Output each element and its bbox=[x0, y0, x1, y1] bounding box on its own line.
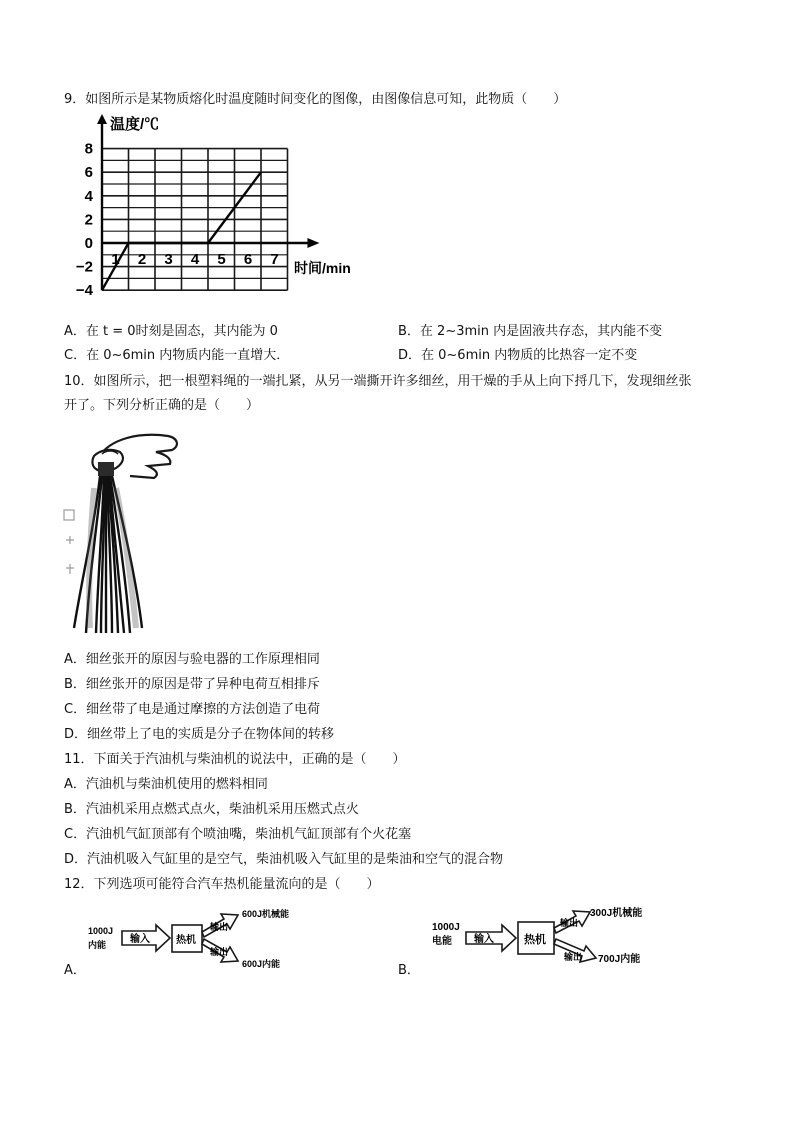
q9-temperature-graph bbox=[72, 112, 382, 302]
graph-grid bbox=[102, 149, 288, 291]
q9-option-a[interactable]: A．在 t = 0时刻是固态，其内能为 0 bbox=[64, 324, 278, 339]
input-label: 输入 bbox=[474, 934, 494, 945]
x-tick-label: 6 bbox=[243, 251, 253, 268]
x-tick-label: 3 bbox=[164, 251, 173, 268]
q10-option-d[interactable]: D．细丝带上了电的实质是分子在物体间的转移 bbox=[64, 727, 335, 742]
result-1: 600J机械能 bbox=[242, 909, 290, 919]
q9-option-c[interactable]: C．在 0~6min 内物质内能一直增大． bbox=[64, 348, 290, 363]
y-tick-label: 2 bbox=[84, 211, 93, 229]
y-tick-labels bbox=[76, 141, 94, 300]
faint-margin-marks bbox=[64, 510, 74, 574]
result-2: 700J内能 bbox=[598, 954, 641, 965]
source-type: 内能 bbox=[88, 940, 107, 950]
input-label: 输入 bbox=[130, 934, 150, 945]
q10-stem-line1: 10．如图所示，把一根塑料绳的一端扎紧，从另一端撕开许多细丝，用干燥的手从上向下捋几下，发现细丝张 bbox=[64, 374, 692, 389]
result-1: 300J机械能 bbox=[590, 908, 643, 919]
q11-stem: 11．下面关于汽油机与柴油机的说法中，正确的是（ ） bbox=[64, 752, 406, 767]
x-tick-label: 4 bbox=[190, 251, 200, 268]
y-tick-label: −4 bbox=[75, 282, 93, 300]
source-amount: 1000J bbox=[88, 926, 114, 936]
x-tick-label: 7 bbox=[270, 251, 279, 268]
y-tick-label: 8 bbox=[84, 140, 93, 158]
output-label-down: 输出 bbox=[210, 947, 229, 957]
q10-option-a[interactable]: A．细丝张开的原因与验电器的工作原理相同 bbox=[64, 652, 320, 667]
q10-stem-line2: 开了。下列分析正确的是（ ） bbox=[64, 398, 260, 413]
x-tick-label: 5 bbox=[217, 251, 226, 268]
y-axis-arrow bbox=[97, 114, 107, 124]
q9-stem: 9．如图所示是某物质熔化时温度随时间变化的图像，由图像信息可知，此物质（ ） bbox=[64, 92, 567, 107]
q12-option-b-label[interactable]: B． bbox=[398, 963, 420, 978]
q10-option-b[interactable]: B．细丝张开的原因是带了异种电荷互相排斥 bbox=[64, 677, 320, 692]
output-label-up: 输出 bbox=[210, 922, 229, 932]
q9-option-d[interactable]: D．在 0~6min 内物质的比热容一定不变 bbox=[398, 348, 638, 363]
y-tick-label: 0 bbox=[84, 235, 93, 252]
x-tick-labels bbox=[111, 251, 278, 268]
q11-option-a[interactable]: A．汽油机与柴油机使用的燃料相同 bbox=[64, 777, 268, 792]
q9-option-b[interactable]: B．在 2~3min 内是固液共存态，其内能不变 bbox=[398, 324, 663, 339]
engine-label: 热机 bbox=[524, 934, 546, 946]
q12-option-a-label[interactable]: A． bbox=[64, 963, 86, 978]
q12-option-b-energy-flow[interactable] bbox=[430, 902, 658, 978]
x-tick-label: 2 bbox=[137, 251, 147, 268]
q10-option-c[interactable]: C．细丝带了电是通过摩擦的方法创造了电荷 bbox=[64, 702, 321, 717]
x-axis-label: 时间/min bbox=[294, 260, 351, 276]
output-label-down: 输出 bbox=[564, 952, 583, 962]
q11-option-c[interactable]: C．汽油机气缸顶部有个喷油嘴，柴油机气缸顶部有个火花塞 bbox=[64, 827, 412, 842]
result-2: 600J内能 bbox=[242, 959, 281, 969]
source-type: 电能 bbox=[432, 936, 452, 947]
rope-knot bbox=[98, 462, 114, 476]
x-tick-label: 1 bbox=[111, 251, 120, 268]
x-axis-arrow bbox=[307, 238, 319, 248]
engine-label: 热机 bbox=[176, 935, 196, 946]
output-label-up: 输出 bbox=[560, 918, 579, 928]
y-tick-label: 6 bbox=[84, 164, 93, 182]
q12-stem: 12．下列选项可能符合汽车热机能量流向的是（ ） bbox=[64, 877, 380, 892]
q12-option-a-energy-flow[interactable] bbox=[86, 904, 306, 976]
y-axis-label: 温度/℃ bbox=[110, 116, 160, 133]
y-tick-label: −2 bbox=[75, 258, 93, 276]
y-tick-label: 4 bbox=[84, 187, 93, 205]
source-amount: 1000J bbox=[432, 922, 460, 933]
q10-plastic-rope-illustration bbox=[60, 428, 190, 638]
q11-option-b[interactable]: B．汽油机采用点燃式点火，柴油机采用压燃式点火 bbox=[64, 802, 359, 817]
q11-option-d[interactable]: D．汽油机吸入气缸里的是空气，柴油机吸入气缸里的是柴油和空气的混合物 bbox=[64, 852, 504, 867]
